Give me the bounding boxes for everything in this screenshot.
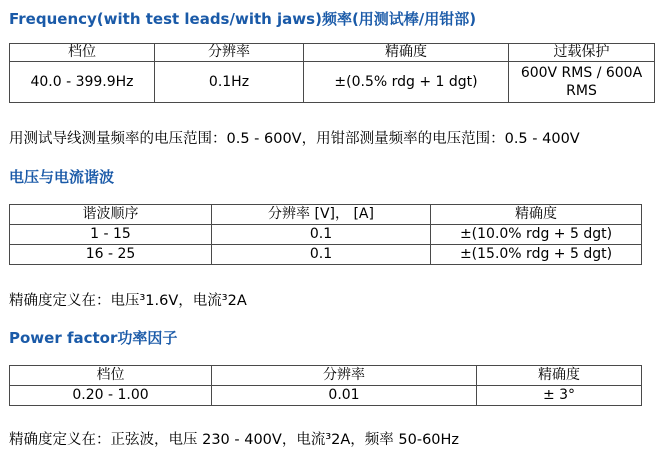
table-header-row <box>10 205 642 225</box>
table-row <box>10 225 642 245</box>
header-range: 档位 <box>10 366 212 386</box>
cell-accuracy: ±(15.0% rdg + 5 dgt) <box>431 245 642 265</box>
cell-resolution: 0.1Hz <box>155 62 304 103</box>
cell-harmonic-order: 16 - 25 <box>10 245 212 265</box>
power-factor-note: 精确度定义在：正弦波，电压 230 - 400V，电流³2A，频率 50-60Hz <box>9 432 460 448</box>
header-accuracy: 精确度 <box>304 44 509 62</box>
header-resolution: 分辨率 <box>155 44 304 62</box>
header-overload-protection: 过载保护 <box>509 44 655 62</box>
cell-accuracy: ± 3° <box>477 386 642 406</box>
header-resolution: 分辨率 <box>212 366 477 386</box>
harmonics-heading: 电压与电流谐波 <box>9 168 115 186</box>
table-row <box>10 386 642 406</box>
table-row <box>10 245 642 265</box>
header-harmonic-order: 谐波顺序 <box>10 205 212 225</box>
harmonics-note: 精确度定义在：电压³1.6V，电流³2A <box>9 293 247 309</box>
cell-range: 40.0 - 399.9Hz <box>10 62 155 103</box>
table-header-row <box>10 366 642 386</box>
power-factor-heading: Power factor功率因子 <box>9 329 178 347</box>
cell-overload-protection: 600V RMS / 600A RMS <box>509 62 655 103</box>
frequency-table <box>9 43 655 103</box>
table-row <box>10 62 655 103</box>
cell-accuracy: ±(10.0% rdg + 5 dgt) <box>431 225 642 245</box>
table-header-row <box>10 44 655 62</box>
frequency-note: 用测试导线测量频率的电压范围：0.5 - 600V，用钳部测量频率的电压范围：0.5 - 400V <box>9 131 580 147</box>
header-accuracy: 精确度 <box>477 366 642 386</box>
cell-range: 0.20 - 1.00 <box>10 386 212 406</box>
header-accuracy: 精确度 <box>431 205 642 225</box>
frequency-heading: Frequency(with test leads/with jaws)频率(用测试棒/用钳部) <box>9 10 477 28</box>
header-resolution: 分辨率 [V]， [A] <box>212 205 431 225</box>
power-factor-table <box>9 365 642 406</box>
cell-resolution: 0.1 <box>212 225 431 245</box>
cell-resolution: 0.01 <box>212 386 477 406</box>
cell-harmonic-order: 1 - 15 <box>10 225 212 245</box>
header-range: 档位 <box>10 44 155 62</box>
cell-accuracy: ±(0.5% rdg + 1 dgt) <box>304 62 509 103</box>
cell-resolution: 0.1 <box>212 245 431 265</box>
harmonics-table <box>9 204 642 265</box>
